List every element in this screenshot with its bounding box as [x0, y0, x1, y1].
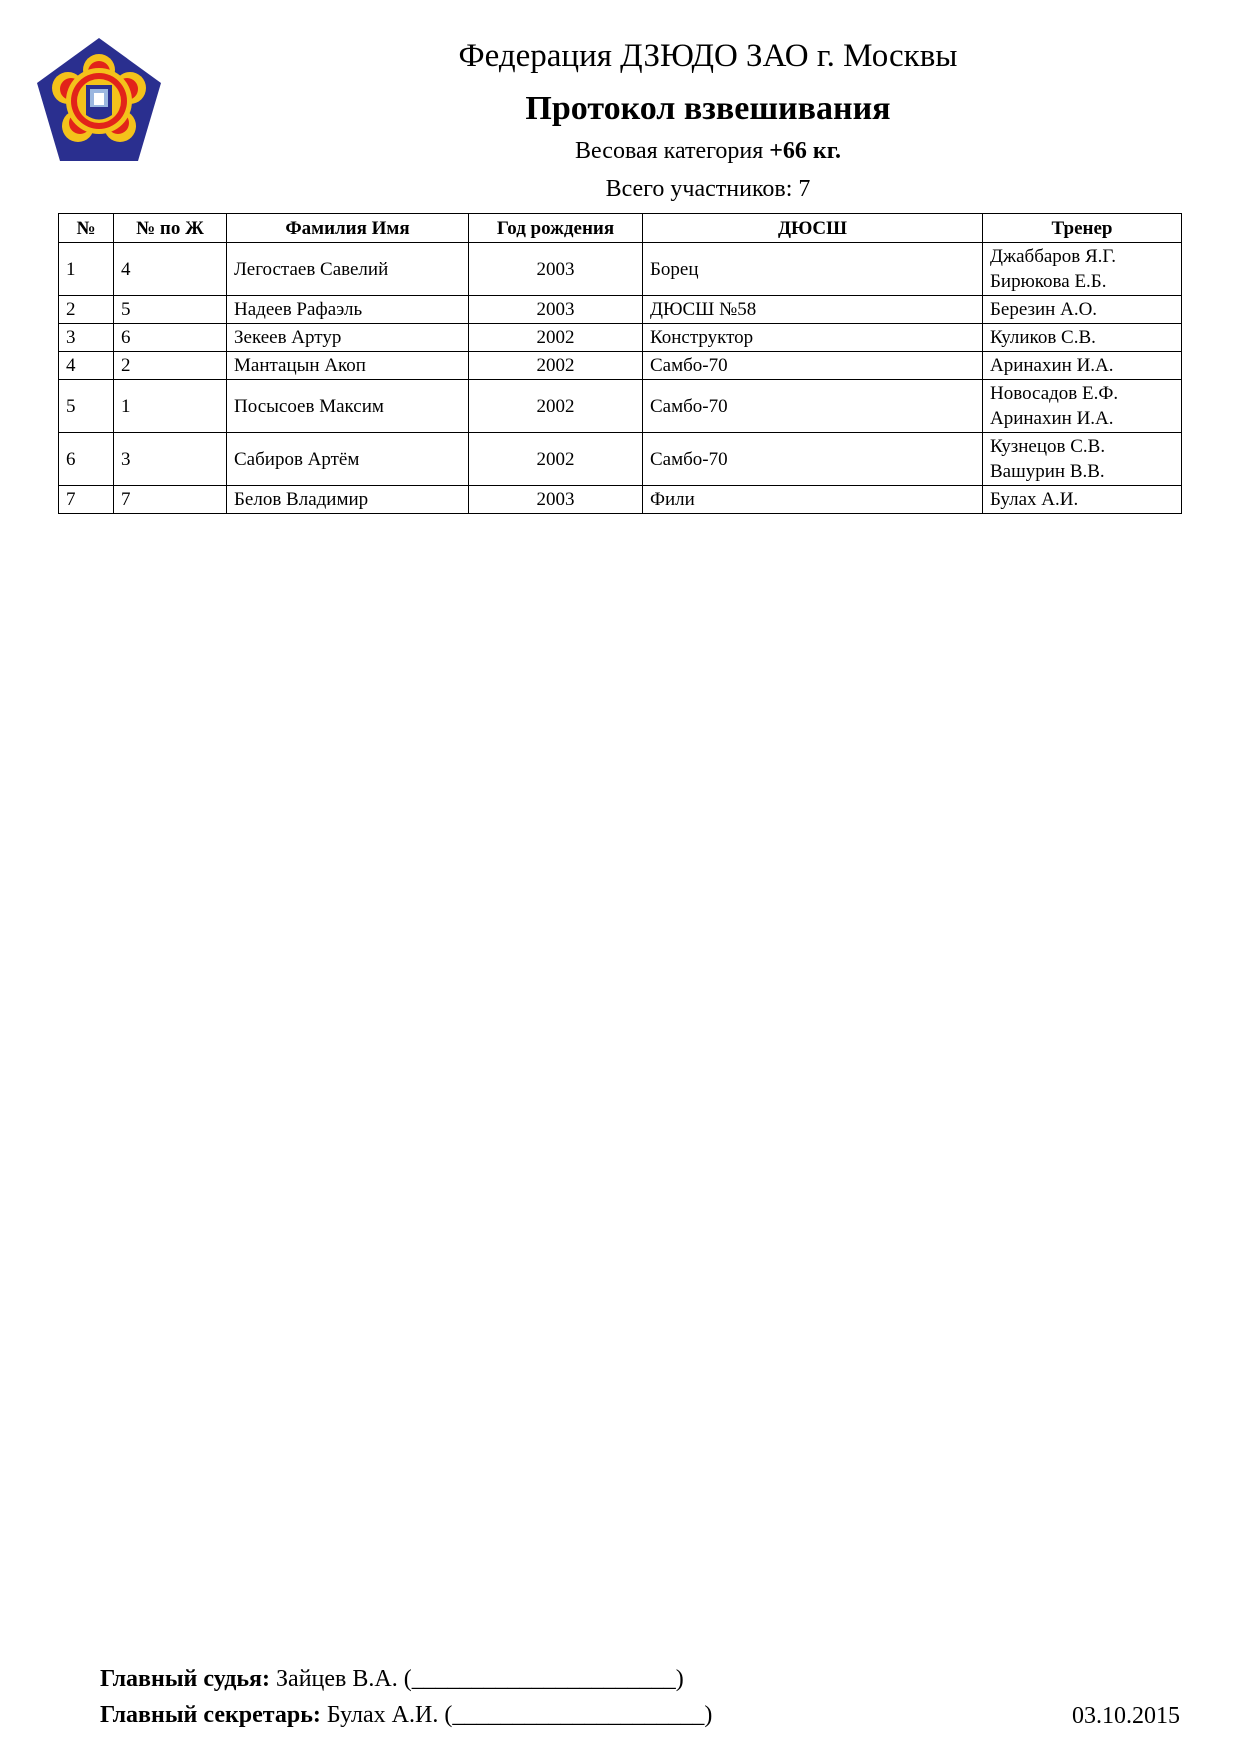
org-title: Федерация ДЗЮДО ЗАО г. Москвы: [458, 38, 958, 74]
chief-secretary-value: Булах А.И. (_____________________): [326, 1702, 713, 1728]
cell-name: Легостаев Савелий: [227, 243, 469, 296]
document-title: Протокол взвешивания: [525, 90, 891, 127]
table-row: [59, 433, 1182, 486]
chief-judge-value: Зайцев В.А. (______________________): [276, 1666, 684, 1692]
coach-name: Аринахин И.А.: [990, 355, 1114, 376]
cell-name: Посысоев Максим: [227, 380, 469, 433]
column-header-draw-number: № по Ж: [114, 214, 227, 243]
table-row: [59, 486, 1182, 514]
table-row: [59, 243, 1182, 296]
column-header-birth-year: Год рождения: [469, 214, 643, 243]
cell-birth-year: 2003: [469, 243, 643, 296]
column-header-club: ДЮСШ: [643, 214, 983, 243]
cell-number: 3: [59, 324, 114, 352]
coach-name: Куликов С.В.: [990, 327, 1096, 348]
cell-number: 4: [59, 352, 114, 380]
table-row: [59, 324, 1182, 352]
document-date: 03.10.2015: [1072, 1703, 1180, 1729]
cell-birth-year: 2002: [469, 352, 643, 380]
cell-birth-year: 2003: [469, 486, 643, 514]
cell-coach: [983, 243, 1182, 296]
cell-name: Белов Владимир: [227, 486, 469, 514]
federation-emblem-logo: [34, 36, 164, 164]
coach-name: Бирюкова Е.Б.: [990, 271, 1107, 292]
cell-draw-number: 1: [114, 380, 227, 433]
coach-name: Новосадов Е.Ф.: [990, 383, 1119, 404]
table-row: [59, 380, 1182, 433]
chief-judge-line: [100, 1664, 684, 1694]
column-header-name: Фамилия Имя: [227, 214, 469, 243]
weight-category-line: [388, 136, 1028, 166]
cell-number: 7: [59, 486, 114, 514]
chief-judge-label: Главный судья:: [100, 1666, 271, 1692]
cell-number: 2: [59, 296, 114, 324]
coach-name: Кузнецов С.В.: [990, 436, 1106, 457]
table-header-row: [59, 214, 1182, 243]
cell-draw-number: 4: [114, 243, 227, 296]
cell-number: 6: [59, 433, 114, 486]
cell-number: 1: [59, 243, 114, 296]
total-participants-label: Всего участников:: [605, 176, 793, 202]
cell-draw-number: 3: [114, 433, 227, 486]
column-header-number: №: [59, 214, 114, 243]
coach-name: Березин А.О.: [990, 299, 1098, 320]
cell-club: Самбо-70: [643, 380, 983, 433]
weight-category-value: +66 кг.: [769, 138, 841, 164]
coach-name: Аринахин И.А.: [990, 408, 1114, 429]
chief-secretary-label: Главный секретарь:: [100, 1702, 321, 1728]
cell-name: Мантацын Акоп: [227, 352, 469, 380]
cell-club: Борец: [643, 243, 983, 296]
cell-club: Конструктор: [643, 324, 983, 352]
cell-name: Сабиров Артём: [227, 433, 469, 486]
cell-coach: [983, 352, 1182, 380]
chief-secretary-line: [100, 1700, 712, 1730]
cell-birth-year: 2003: [469, 296, 643, 324]
weight-category-label: Весовая категория: [575, 138, 764, 164]
coach-name: Джаббаров Я.Г.: [990, 246, 1117, 267]
coach-name: Вашурин В.В.: [990, 461, 1105, 482]
cell-name: Зекеев Артур: [227, 324, 469, 352]
cell-number: 5: [59, 380, 114, 433]
cell-club: Фили: [643, 486, 983, 514]
column-header-coach: Тренер: [983, 214, 1182, 243]
cell-birth-year: 2002: [469, 380, 643, 433]
cell-birth-year: 2002: [469, 324, 643, 352]
cell-birth-year: 2002: [469, 433, 643, 486]
cell-coach: [983, 486, 1182, 514]
cell-coach: [983, 380, 1182, 433]
cell-draw-number: 7: [114, 486, 227, 514]
cell-club: ДЮСШ №58: [643, 296, 983, 324]
cell-club: Самбо-70: [643, 352, 983, 380]
coach-name: Булах А.И.: [990, 489, 1079, 510]
cell-coach: [983, 296, 1182, 324]
cell-draw-number: 5: [114, 296, 227, 324]
cell-name: Надеев Рафаэль: [227, 296, 469, 324]
cell-draw-number: 6: [114, 324, 227, 352]
cell-coach: [983, 433, 1182, 486]
weigh-in-table: [58, 213, 1182, 514]
table-row: [59, 352, 1182, 380]
total-participants-line: [388, 174, 1028, 204]
cell-draw-number: 2: [114, 352, 227, 380]
table-row: [59, 296, 1182, 324]
cell-club: Самбо-70: [643, 433, 983, 486]
total-participants-value: 7: [798, 176, 811, 202]
cell-coach: [983, 324, 1182, 352]
